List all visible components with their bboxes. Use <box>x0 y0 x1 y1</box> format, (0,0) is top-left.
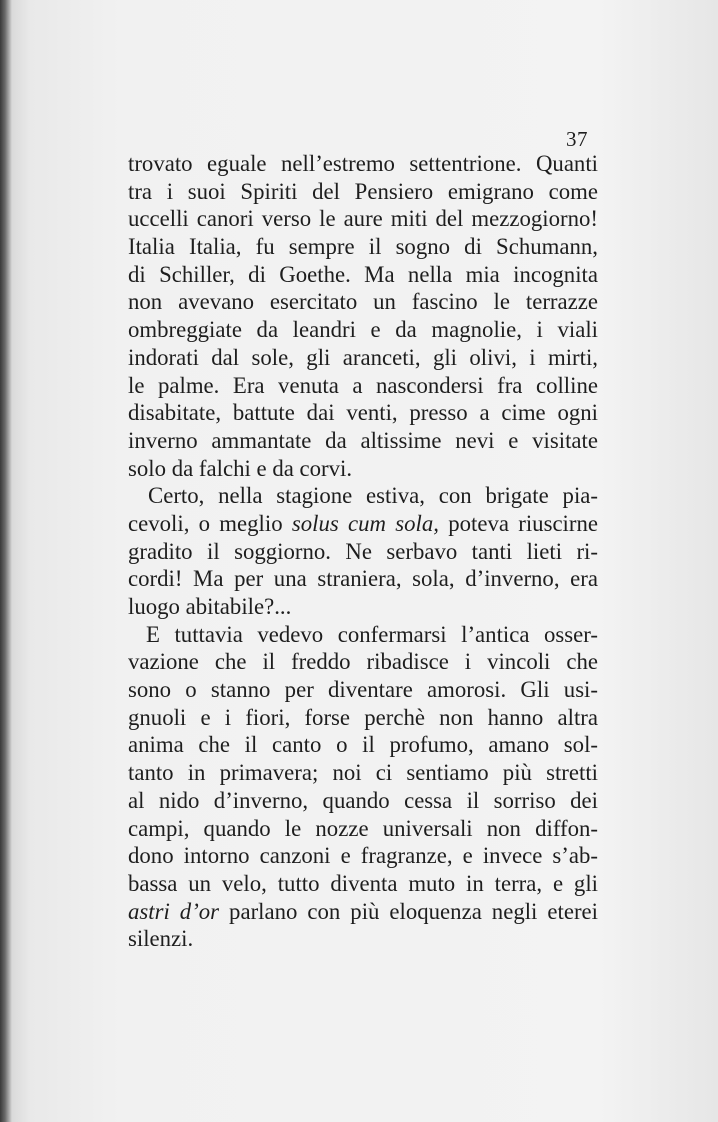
text-line-with-italic <box>128 510 598 538</box>
text-line: silenzi. <box>128 926 194 952</box>
text-line: di Schiller, di Goethe. Ma nella mia incognita <box>128 261 598 287</box>
text-line: solo da falchi e da corvi. <box>128 455 353 481</box>
text-line: bassa un velo, tutto diventa muto in terra, e gli <box>128 870 598 896</box>
italic-phrase: solus cum sola, <box>291 510 439 536</box>
text-line: luogo abitabile?... <box>128 594 292 619</box>
text-line: al nido d’inverno, quando cessa il sorriso dei <box>128 787 598 813</box>
page-number: 37 <box>566 127 588 151</box>
text-line: gradito il soggiorno. Ne serbavo tanti lieti ri- <box>128 538 598 564</box>
text-line: ombreggiate da leandri e da magnolie, i viali <box>128 317 598 343</box>
text-line: Certo, nella stagione estiva, con brigate pia- <box>148 483 598 509</box>
text-fragment: parlano con più eloquenza negli eterei <box>219 898 598 924</box>
text-line: disabitate, battute dai venti, presso a cime ogni <box>128 400 598 426</box>
text-line: trovato eguale nell’estremo settentrione. Quanti <box>128 151 598 176</box>
text-line: sono o stanno per diventare amorosi. Gli usi- <box>128 677 598 703</box>
italic-phrase: astri d’or <box>128 898 220 924</box>
body-text <box>128 150 598 953</box>
text-fragment: poteva riuscirne <box>438 510 599 536</box>
text-line: non avevano esercitato un fascino le terrazze <box>128 289 598 315</box>
text-line-with-italic <box>128 898 598 926</box>
text-line: tra i suoi Spiriti del Pensiero emigrano come <box>128 178 598 204</box>
text-line: anima che il canto o il profumo, amano sol- <box>128 732 598 758</box>
text-line: E tuttavia vedevo confermarsi l’antica osser- <box>146 621 598 647</box>
text-line: gnuoli e i fiori, forse perchè non hanno altra <box>128 704 598 730</box>
text-line: le palme. Era venuta a nascondersi fra colline <box>128 372 598 398</box>
text-fragment: cevoli, o meglio <box>128 510 292 536</box>
text-line: vazione che il freddo ribadisce i vincoli che <box>128 649 598 675</box>
text-line: indorati dal sole, gli aranceti, gli olivi, i mirti, <box>128 344 598 370</box>
text-line: Italia Italia, fu sempre il sogno di Schumann, <box>128 234 598 260</box>
page-binding-edge <box>0 0 12 1122</box>
text-line: dono intorno canzoni e fragranze, e invece s’ab- <box>128 843 598 869</box>
text-line: tanto in primavera; noi ci sentiamo più stretti <box>128 760 598 786</box>
text-line: cordi! Ma per una straniera, sola, d’inverno, era <box>128 566 598 592</box>
text-line: campi, quando le nozze universali non diffon- <box>128 815 598 841</box>
text-line: uccelli canori verso le aure miti del mezzogiorno! <box>128 206 598 232</box>
text-line: inverno ammantate da altissime nevi e visitate <box>128 427 598 453</box>
